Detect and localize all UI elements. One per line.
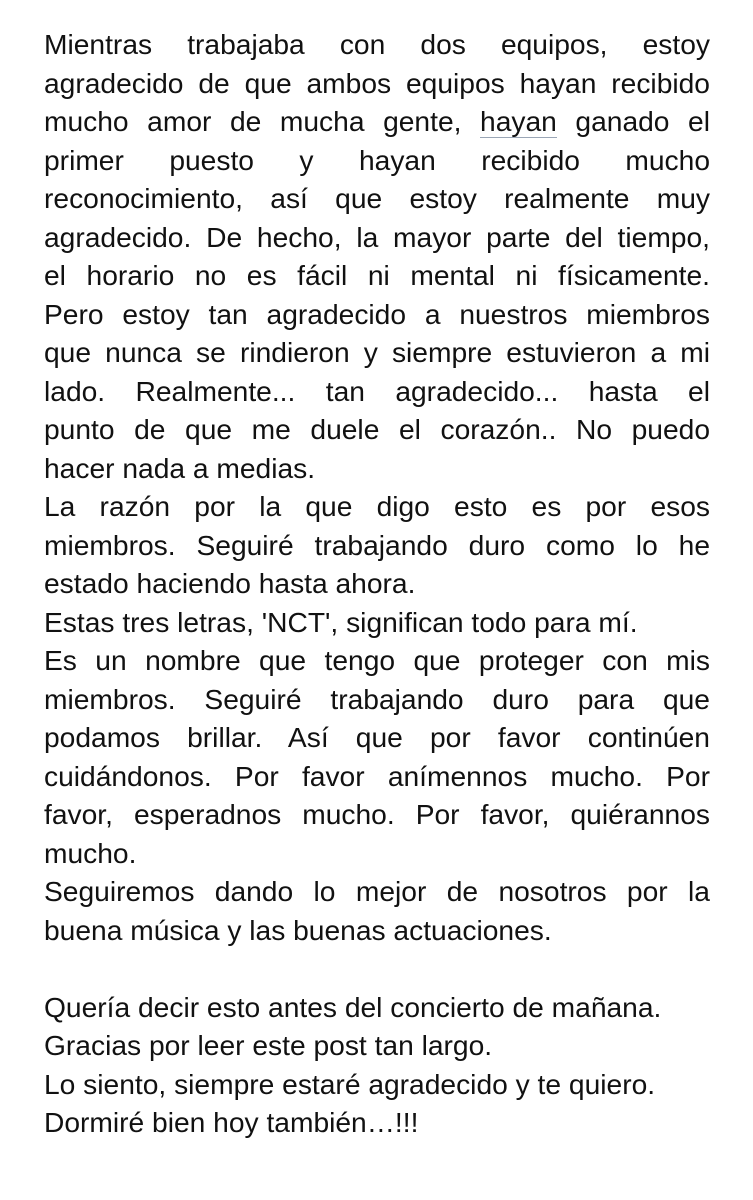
text-line: primer puesto y hayan recibido mucho [44, 143, 710, 176]
text-line: Mientras trabajaba con dos equipos, estoy [44, 28, 710, 60]
text-segment: ganado el [556, 105, 710, 137]
text-line: Quería decir esto antes del concierto de mañana. [44, 990, 662, 1023]
text-line: cuidándonos. Por favor anímennos mucho. Por [44, 759, 710, 792]
text-line: hacer nada a medias. [44, 451, 316, 484]
text-line: podamos brillar. Así que por favor continúen [44, 721, 710, 753]
text-line: Dormiré bien hoy también…!!! [44, 1106, 419, 1138]
text-line: Es un nombre que tengo que proteger con mis [44, 644, 710, 676]
text-line: lado. Realmente... tan agradecido... hasta el [44, 374, 710, 407]
text-line [44, 949, 710, 988]
document-body [44, 25, 710, 1142]
text-line: estado haciendo hasta ahora. [44, 567, 416, 599]
text-line: reconocimiento, así que estoy realmente muy [44, 182, 710, 214]
underlined-word: hayan [480, 105, 557, 137]
text-line: buena música y las buenas actuaciones. [44, 913, 552, 946]
text-line: Gracias por leer este post tan largo. [44, 1029, 493, 1061]
text-line: miembros. Seguiré trabajando duro como lo he [44, 528, 710, 561]
text-line: que nunca se rindieron y siempre estuvieron a mi [44, 336, 710, 368]
text-line [44, 102, 710, 141]
text-line: Seguiremos dando lo mejor de nosotros por la [44, 875, 710, 907]
text-segment: mucho amor de mucha gente, [44, 105, 481, 137]
text-line: mucho. [44, 836, 137, 869]
text-line: agradecido. De hecho, la mayor parte del tiempo, [44, 220, 710, 253]
text-line: favor, esperadnos mucho. Por favor, quiérannos [44, 798, 710, 830]
text-line: el horario no es fácil ni mental ni físicamente. [44, 259, 710, 291]
text-line: miembros. Seguiré trabajando duro para que [44, 682, 710, 715]
text-line: Lo siento, siempre estaré agradecido y te quiero. [44, 1067, 656, 1100]
text-line: La razón por la que digo esto es por esos [44, 490, 710, 522]
text-line: punto de que me duele el corazón.. No puedo [44, 413, 710, 445]
text-line: agradecido de que ambos equipos hayan recibido [44, 66, 710, 99]
text-line: Estas tres letras, 'NCT', significan todo para mí. [44, 605, 638, 638]
text-line: Pero estoy tan agradecido a nuestros miembros [44, 297, 710, 330]
